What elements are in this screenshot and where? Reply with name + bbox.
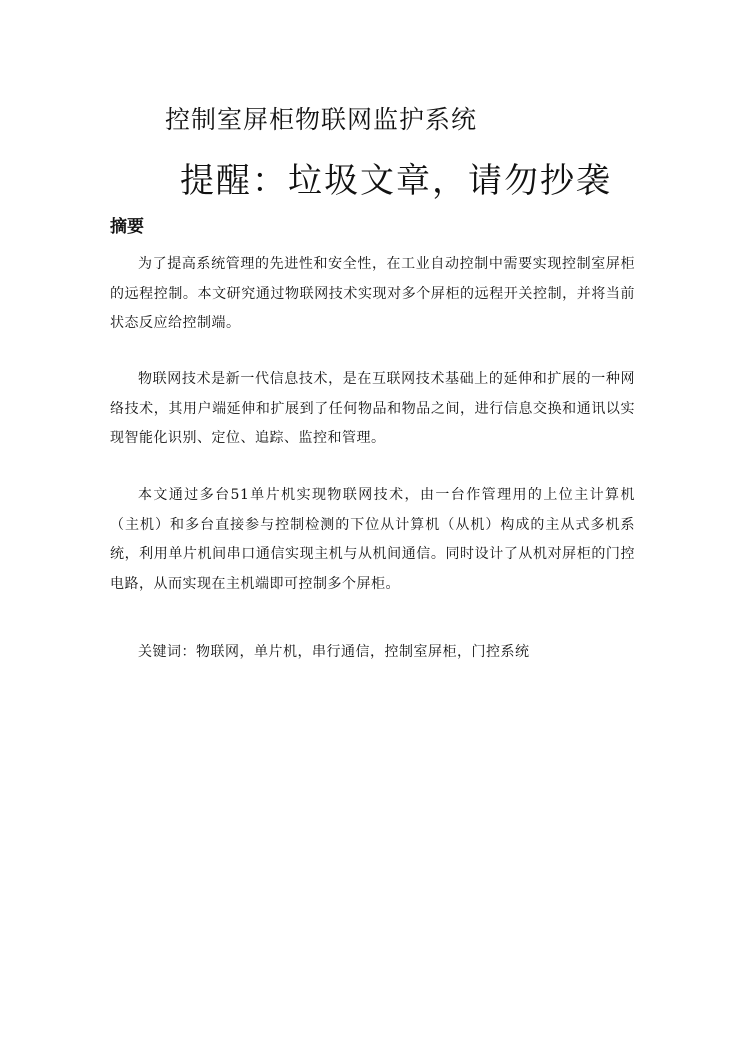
abstract-paragraph-3: 本文通过多台51单片机实现物联网技术，由一台作管理用的上位主计算机（主机）和多台直接参与控制检测的下位从计算机（从机）构成的主从式多机系统，利用单片机间串口通信实现主机与从机间通信。同时设计了从机对屏柜的门控电路，从而实现在主机端即可控制多个屏柜。 (110, 487, 635, 592)
abstract-paragraph-2: 物联网技术是新一代信息技术，是在互联网技术基础上的延伸和扩展的一种网络技术，其用户端延伸和扩展到了任何物品和物品之间，进行信息交换和通讯以实现智能化识别、定位、追踪、监控和管理。 (110, 371, 635, 446)
abstract-paragraph-1: 为了提高系统管理的先进性和安全性，在工业自动控制中需要实现控制室屏柜的远程控制。本文研究通过物联网技术实现对多个屏柜的远程开关控制，并将当前状态反应给控制端。 (110, 256, 635, 331)
keywords-line: 关键词：物联网，单片机，串行通信，控制室屏柜，门控系统 (138, 644, 530, 660)
document-title: 控制室屏柜物联网监护系统 (165, 105, 478, 134)
warning-banner: 提醒：垃圾文章，请勿抄袭 (180, 161, 612, 201)
abstract-heading: 摘要 (110, 217, 144, 237)
